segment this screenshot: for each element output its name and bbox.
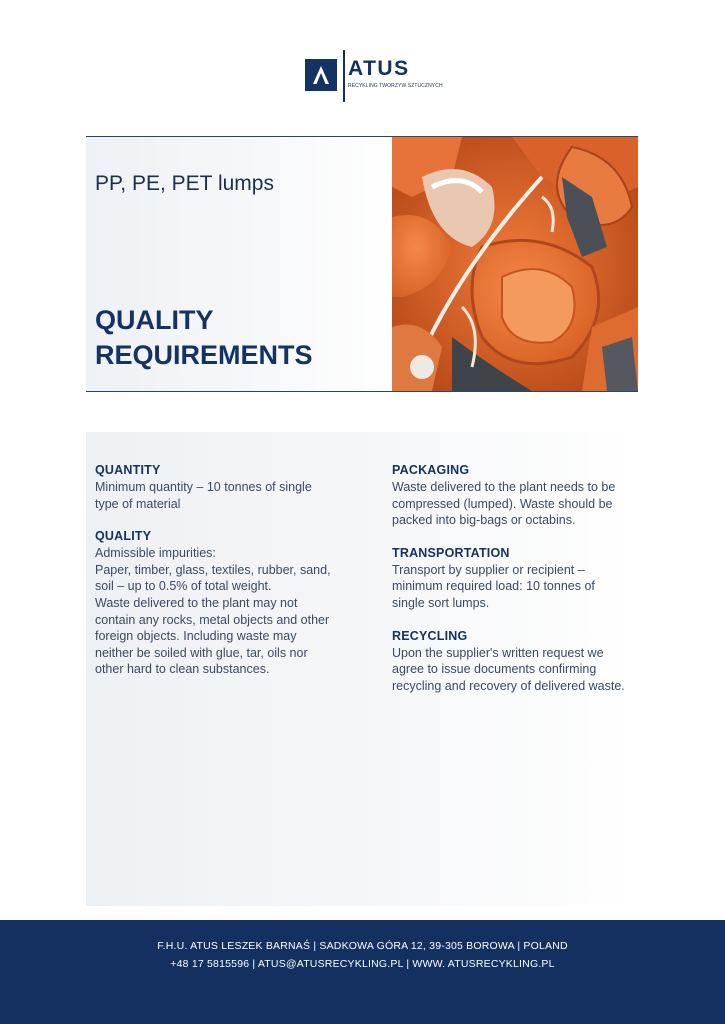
section-body: Admissible impurities: Paper, timber, glass, textiles, rubber, sand, soil – up to 0.5% of total weight. Waste delivered to the plant may not contain any rocks, metal objects and other foreign objects. Including waste may neither be soiled with glue, tar, oils nor other hard to clean substances. bbox=[95, 546, 331, 677]
logo-tagline: RECYKLING TWORZYW SZTUCZNYCH bbox=[348, 83, 443, 89]
page-title bbox=[95, 303, 313, 373]
section-quality bbox=[95, 528, 335, 678]
hero-bottom-rule bbox=[86, 391, 638, 392]
logo-a-icon bbox=[305, 59, 337, 91]
footer-contact: +48 17 5815596 | ATUS@ATUSRECYKLING.PL | WWW. ATUSRECYKLING.PL bbox=[170, 958, 555, 970]
section-heading: PACKAGING bbox=[392, 463, 470, 477]
section-quantity bbox=[95, 462, 335, 512]
left-column bbox=[95, 462, 335, 694]
page-footer bbox=[0, 920, 725, 1024]
title-line-2: REQUIREMENTS bbox=[95, 340, 313, 370]
section-transportation bbox=[392, 545, 632, 612]
title-line-1: QUALITY bbox=[95, 305, 214, 335]
section-heading: QUANTITY bbox=[95, 463, 161, 477]
right-column bbox=[392, 462, 632, 710]
section-body: Minimum quantity – 10 tonnes of single type of material bbox=[95, 480, 312, 511]
section-body: Waste delivered to the plant needs to be compressed (lumped). Waste should be packed into big-bags or octabins. bbox=[392, 480, 616, 528]
company-logo bbox=[305, 50, 443, 102]
logo-wordmark: ATUS bbox=[348, 57, 410, 80]
section-body: Upon the supplier's written request we agree to issue documents confirming recycling and recovery of delivered waste. bbox=[392, 645, 625, 693]
section-heading: RECYCLING bbox=[392, 628, 468, 643]
page-subtitle: PP, PE, PET lumps bbox=[95, 172, 274, 195]
footer-address: F.H.U. ATUS LESZEK BARNAŚ | SADKOWA GÓRA 12, 39-305 BOROWA | POLAND bbox=[157, 940, 568, 952]
logo-divider bbox=[343, 50, 345, 102]
section-heading: TRANSPORTATION bbox=[392, 545, 510, 560]
logo-mark bbox=[305, 59, 337, 91]
section-recycling bbox=[392, 628, 632, 695]
plastic-lumps-photo bbox=[392, 137, 638, 391]
photo-illustration bbox=[392, 137, 638, 391]
section-body: Transport by supplier or recipient – minimum required load: 10 tonnes of single sort lumps. bbox=[392, 562, 595, 610]
section-heading: QUALITY bbox=[95, 529, 152, 544]
section-packaging bbox=[392, 462, 632, 529]
